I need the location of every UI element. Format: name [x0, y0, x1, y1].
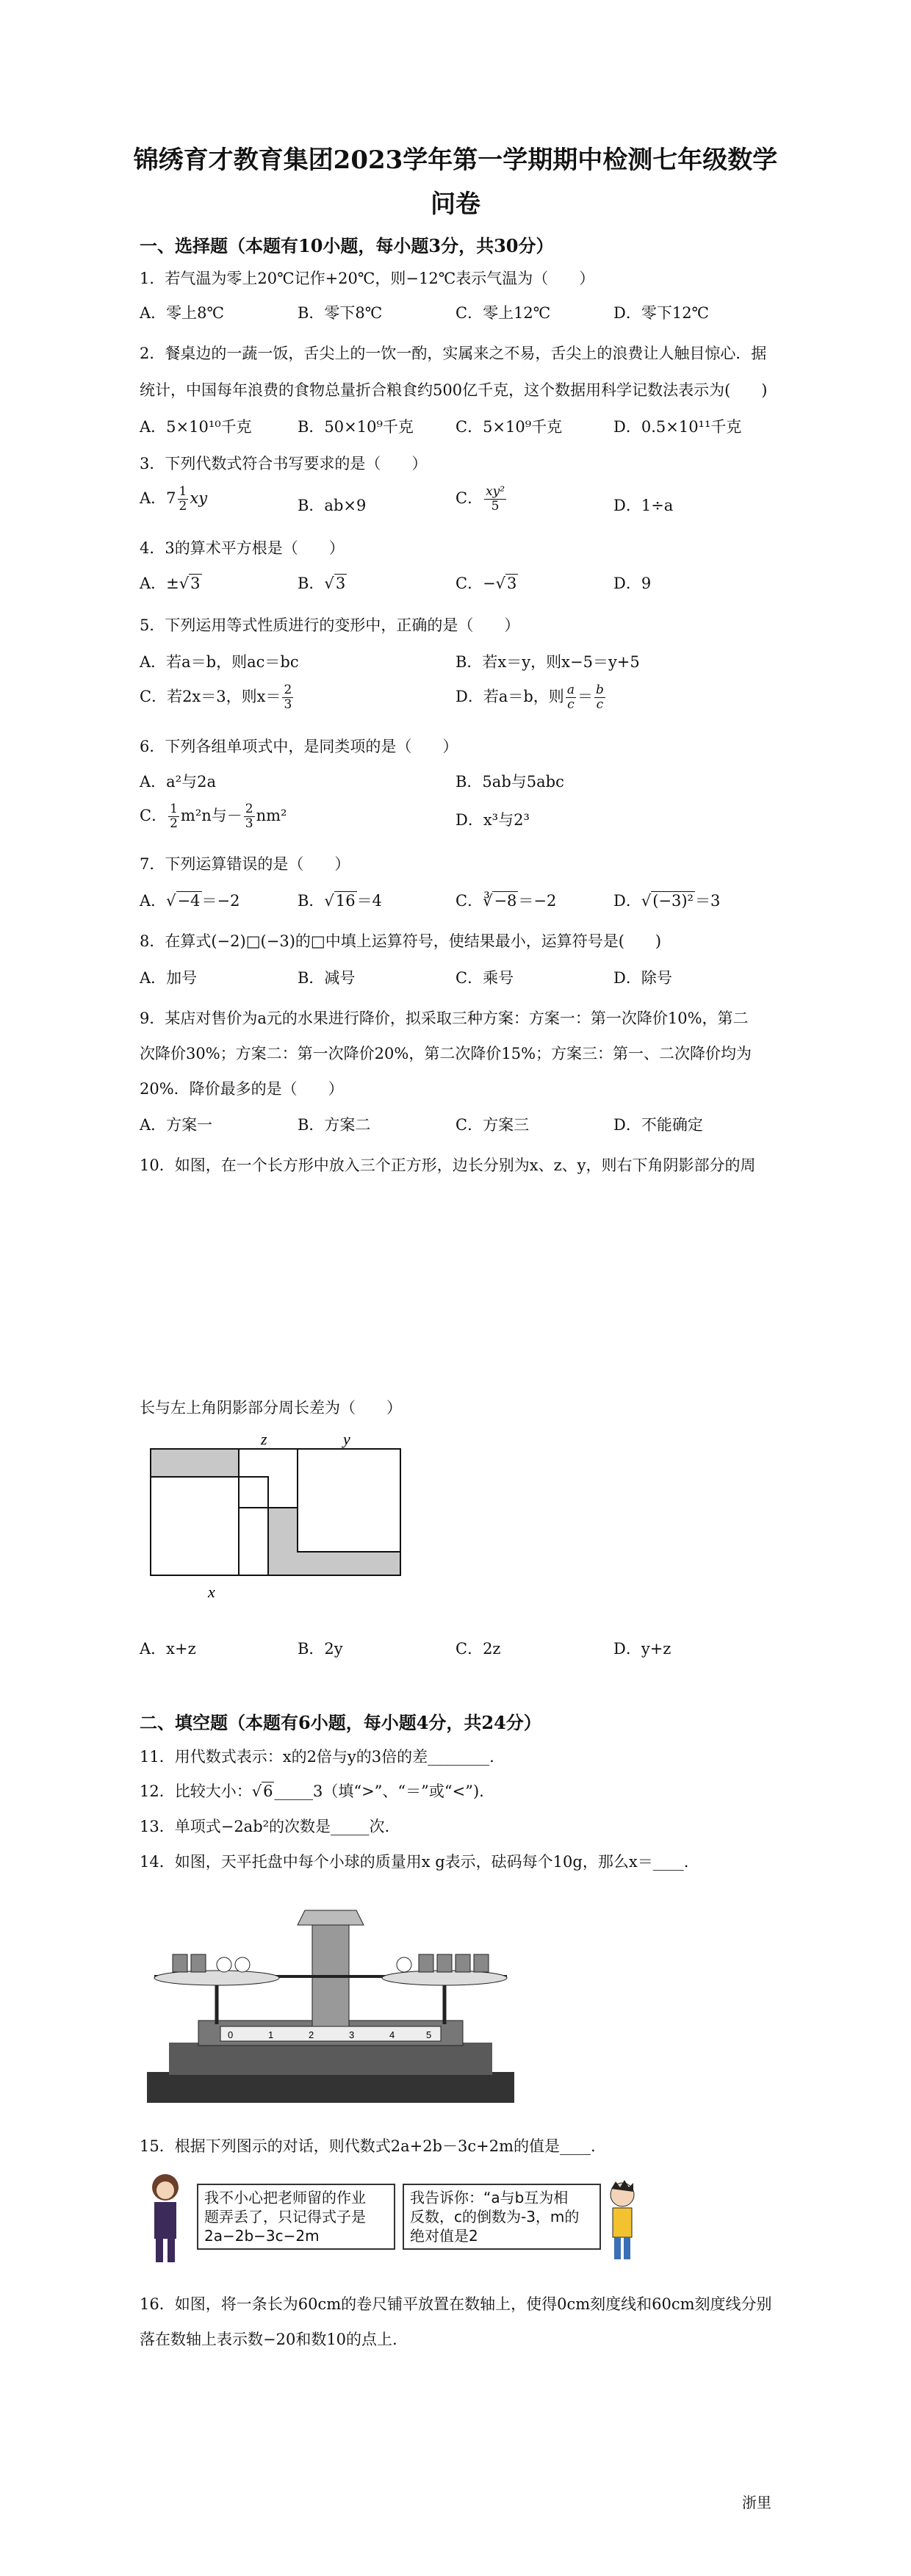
q2-stem-line2: 统计，中国每年浪费的食物总量折合粮食约500亿千克，这个数据用科学记数法表示为( )	[140, 381, 768, 399]
q9-stem-line1: 9．某店对售价为a元的水果进行降价，拟采取三种方案：方案一：第一次降价10%，第二	[140, 1010, 749, 1027]
q8-stem: 8．在算式(−2)□(−3)的□中填上运算符号，使结果最小，运算符号是( )	[140, 932, 662, 950]
tick-2: 2	[309, 2029, 314, 2040]
q9-option-d: D．不能确定	[613, 1116, 703, 1134]
q6-option-d: D．x³与2³	[455, 811, 530, 829]
ball-right-1	[397, 1957, 411, 1972]
girl-character-icon	[140, 2171, 191, 2267]
q5-option-c: C．若2x＝3，则x＝ $\frac{2}{3}$	[140, 683, 292, 712]
q10-option-d: D．y+z	[613, 1640, 671, 1658]
weight-right-3	[455, 1954, 470, 1972]
q4-option-b: B．√3	[298, 575, 346, 592]
q4-option-a: A．±√3	[140, 575, 201, 592]
ball-left-2	[235, 1957, 250, 1972]
q1-option-a: A．零上8℃	[140, 304, 225, 322]
boy-character-icon	[597, 2179, 648, 2267]
q7-option-a: A．√−4＝−2	[140, 892, 240, 910]
ball-left-1	[217, 1957, 231, 1972]
tick-1: 1	[268, 2029, 274, 2040]
q2-stem-line1: 2．餐桌边的一蔬一饭，舌尖上的一饮一酌，实属来之不易，舌尖上的浪费让人触目惊心．据	[140, 345, 767, 362]
top-left-shaded-region	[151, 1449, 239, 1477]
q8-option-b: B．减号	[298, 969, 356, 987]
q3-stem: 3．下列代数式符合书写要求的是（ ）	[140, 455, 428, 472]
q14-stem: 14．如图，天平托盘中每个小球的质量用x g表示，砝码每个10g，那么x＝____.	[140, 1853, 689, 1871]
q1-option-d: D．零下12℃	[613, 304, 710, 322]
q6-option-c: C． $\frac{1}{2}$ m²n与－ $\frac{2}{3}$ nm²	[140, 802, 287, 831]
q7-option-c: C．∛−8＝−2	[455, 892, 557, 910]
q3-option-c: C． $\frac{\text{xy²}}{5}$	[455, 484, 505, 514]
exam-title-line2: 问卷	[431, 190, 480, 219]
q6-option-b: B．5ab与5abc	[455, 773, 564, 791]
label-z: z	[261, 1433, 267, 1448]
weight-left-2	[191, 1954, 206, 1972]
q3-option-d: D．1÷a	[613, 497, 674, 514]
label-y: y	[343, 1433, 350, 1448]
tick-5: 5	[426, 2029, 432, 2040]
q2-option-b: B．50×10⁹千克	[298, 418, 414, 436]
label-x: x	[208, 1583, 215, 1601]
q1-stem: 1．若气温为零上20℃记作+20℃，则−12℃表示气温为（ ）	[140, 270, 595, 287]
q1-option-c: C．零上12℃	[455, 304, 551, 322]
q7-stem: 7．下列运算错误的是（ ）	[140, 855, 350, 873]
q9-stem-line3: 20%．降价最多的是（ ）	[140, 1080, 344, 1098]
section-fill-heading: 二、填空题（本题有6小题，每小题4分，共24分）	[140, 1712, 541, 1733]
tick-4: 4	[389, 2029, 395, 2040]
exam-title: 锦绣育才教育集团2023学年第一学期期中检测七年级数学	[133, 145, 778, 175]
weight-right-4	[474, 1954, 489, 1972]
q3-option-a: A．7 $\frac{1}{2}$ xy	[140, 484, 208, 514]
q13-stem: 13．单项式−2ab²的次数是_____次.	[140, 1818, 390, 1835]
q5-option-d: D．若a＝b，则 $\frac{a}{c}$ ＝ $\frac{b}{c}$	[455, 683, 604, 712]
q15-stem: 15．根据下列图示的对话，则代数式2a+2b－3c+2m的值是____.	[140, 2137, 596, 2155]
q4-option-d: D．9	[613, 575, 652, 592]
q10-option-b: B．2y	[298, 1640, 343, 1658]
q11-stem: 11．用代数式表示：x的2倍与y的3倍的差________.	[140, 1748, 494, 1766]
q2-option-d: D．0.5×10¹¹千克	[613, 418, 742, 436]
q4-stem: 4．3的算术平方根是（ ）	[140, 539, 345, 557]
q9-option-c: C．方案三	[455, 1116, 530, 1134]
q1-option-b: B．零下8℃	[298, 304, 383, 322]
square-y	[298, 1449, 400, 1552]
q16-stem-line2: 落在数轴上表示数−20和数10的点上.	[140, 2331, 397, 2348]
q8-option-d: D．除号	[613, 969, 672, 987]
q2-option-a: A．5×10¹⁰千克	[140, 418, 252, 436]
q8-option-a: A．加号	[140, 969, 198, 987]
q9-stem-line2: 次降价30%；方案二：第一次降价20%，第二次降价15%；方案三：第一、二次降价均为	[140, 1045, 752, 1062]
q10-option-c: C．2z	[455, 1640, 501, 1658]
q5-option-a: A．若a＝b，则ac＝bc	[140, 653, 299, 671]
q12-stem: 12．比较大小：√6_____3（填“>”、“＝”或“<”).	[140, 1782, 484, 1800]
q2-option-c: C．5×10⁹千克	[455, 418, 563, 436]
q10-option-a: A．x+z	[140, 1640, 196, 1658]
q5-stem: 5．下列运用等式性质进行的变形中，正确的是（ ）	[140, 616, 520, 634]
weight-right-1	[419, 1954, 433, 1972]
weight-left-1	[173, 1954, 187, 1972]
page-footer: 浙里	[742, 2494, 771, 2511]
q16-stem-line1: 16．如图，将一条长为60cm的卷尺铺平放置在数轴上，使得0cm刻度线和60cm刻度线分别	[140, 2295, 772, 2313]
q9-option-a: A．方案一	[140, 1116, 213, 1134]
speech-bubble-girl: 我不小心把老师留的作业 题弄丢了，只记得式子是 2a−2b−3c−2m	[197, 2184, 395, 2250]
section-choice-heading: 一、选择题（本题有10小题，每小题3分，共30分）	[140, 235, 554, 256]
tick-3: 3	[349, 2029, 355, 2040]
q10-stem-line1: 10．如图，在一个长方形中放入三个正方形，边长分别为x、z、y，则右下角阴影部分的周	[140, 1156, 756, 1174]
q3-option-b: B．ab×9	[298, 497, 367, 514]
slider-rule	[220, 2026, 441, 2041]
q6-option-a: A．a²与2a	[140, 773, 216, 791]
speech-bubble-boy: 我告诉你：“a与b互为相 反数，c的倒数为-3，m的 绝对值是2	[403, 2184, 601, 2250]
q5-option-b: B．若x＝y，则x−5＝y+5	[455, 653, 640, 671]
weight-right-2	[437, 1954, 452, 1972]
square-small	[239, 1477, 268, 1575]
q10-rectangle-figure	[143, 1433, 408, 1624]
q6-stem: 6．下列各组单项式中，是同类项的是（ ）	[140, 738, 458, 755]
q10-stem-line2: 长与左上角阴影部分周长差为（ ）	[140, 1399, 402, 1417]
q7-option-d: D．√(−3)²＝3	[613, 892, 721, 910]
q8-option-c: C．乘号	[455, 969, 514, 987]
q4-option-c: C．−√3	[455, 575, 517, 592]
balance-scale-figure	[140, 1896, 522, 2116]
q9-option-b: B．方案二	[298, 1116, 371, 1134]
q7-option-b: B．√16＝4	[298, 892, 382, 910]
tick-0: 0	[228, 2029, 234, 2040]
